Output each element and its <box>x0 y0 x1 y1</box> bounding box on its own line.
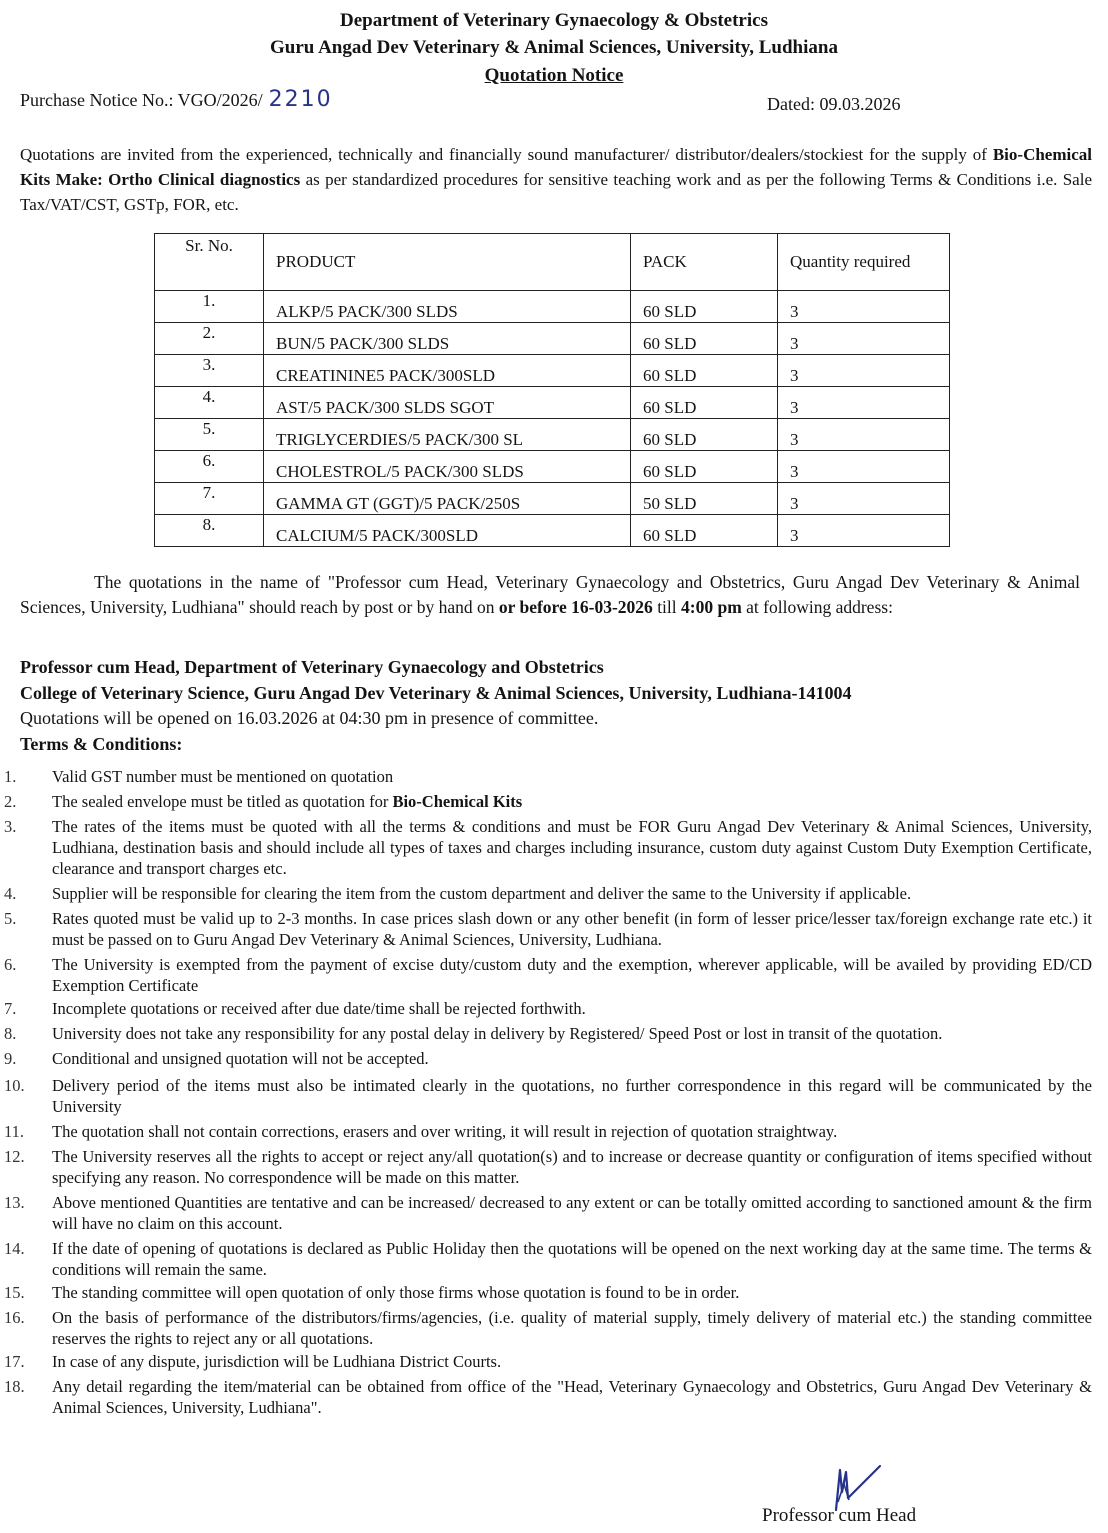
term-text <box>52 1023 1100 1044</box>
submission-text: The quotations in the name of "Professor cum Head, Veterinary Gynaecology and Obstetrics, Guru Angad Dev Veterinary & Animal Sciences, University, Ludhiana" should reach by post or by hand on <box>20 572 1080 617</box>
header-product: PRODUCT <box>264 234 631 291</box>
cell-quantity: 3 <box>778 483 950 515</box>
header-pack: PACK <box>631 234 778 291</box>
term-text-bold: Bio-Chemical Kits <box>392 792 523 811</box>
term-text-body: Any detail regarding the item/material can be obtained from office of the "Head, Veterinary Gynaecology and Obstetrics, Guru Angad Dev Veterinary & Animal Sciences, University, Ludhiana". <box>52 1377 1092 1417</box>
term-text-body: Supplier will be responsible for clearing the item from the custom department and deliver the same to the University if applicable. <box>52 884 912 903</box>
cell-product: AST/5 PACK/300 SLDS SGOT <box>264 387 631 419</box>
table-row <box>155 515 950 547</box>
submission-text-till: till <box>652 597 682 617</box>
term-text-body: The sealed envelope must be titled as quotation for <box>52 792 393 811</box>
term-text-body: In case of any dispute, jurisdiction will be Ludhiana District Courts. <box>52 1352 502 1371</box>
term-text-body: Valid GST number must be mentioned on quotation <box>52 767 394 786</box>
term-text <box>52 791 1100 812</box>
term-text <box>52 1282 1100 1303</box>
purchase-notice-label: Purchase Notice No.: VGO/2026/ <box>20 90 263 110</box>
notice-date: Dated: 09.03.2026 <box>767 94 901 114</box>
term-text-body: Incomplete quotations or received after due date/time shall be rejected forthwith. <box>52 999 586 1018</box>
term-item <box>0 998 1100 1019</box>
cell-sr-no: 7. <box>155 483 264 515</box>
term-text-body: The standing committee will open quotation of only those firms whose quotation is found to be in order. <box>52 1283 740 1302</box>
cell-quantity: 3 <box>778 419 950 451</box>
term-item <box>0 954 1100 996</box>
cell-quantity: 3 <box>778 451 950 483</box>
term-item <box>0 766 1100 787</box>
term-text-body: The rates of the items must be quoted with all the terms & conditions and must be FOR Guru Angad Dev Veterinary & Animal Sciences, University, Ludhiana, destination basis and should include all types of taxes and charges including insurance, custom duty against Custom Duty Exemption Certificate, clearance and transport charges etc. <box>52 817 1092 878</box>
term-number: 9. <box>4 1049 17 1068</box>
term-number: 4. <box>4 884 17 903</box>
purchase-notice-number <box>20 87 333 112</box>
term-text <box>52 816 1100 879</box>
term-item <box>0 1075 1100 1117</box>
cell-sr-no: 8. <box>155 515 264 547</box>
cell-pack: 60 SLD <box>631 515 778 547</box>
term-item <box>0 791 1100 812</box>
cell-pack: 60 SLD <box>631 419 778 451</box>
term-item <box>0 1023 1100 1044</box>
table-header-row <box>155 234 950 291</box>
term-text <box>52 1048 1100 1069</box>
term-number: 15. <box>4 1283 25 1302</box>
term-text-body: Delivery period of the items must also be intimated clearly in the quotations, no further correspondence in this regard will be communicated by the University <box>52 1076 1092 1116</box>
term-number: 13. <box>4 1193 25 1212</box>
intro-text: Quotations are invited from the experienced, technically and financially sound manufacturer/ distributor/dealers/stockiest for the supply of <box>20 145 993 164</box>
cell-pack: 60 SLD <box>631 451 778 483</box>
term-item <box>0 1146 1100 1188</box>
submission-paragraph <box>20 570 1080 620</box>
term-number: 10. <box>4 1076 25 1095</box>
term-number: 8. <box>4 1024 17 1043</box>
term-number: 11. <box>4 1122 25 1141</box>
cell-pack: 50 SLD <box>631 483 778 515</box>
address-line-2: College of Veterinary Science, Guru Angad Dev Veterinary & Animal Sciences, University, Ludhiana-141004 <box>20 683 852 703</box>
term-number: 18. <box>4 1377 25 1396</box>
term-text <box>52 1307 1100 1349</box>
term-text-body: The University reserves all the rights to accept or reject any/all quotation(s) and to increase or decrease quantity or configuration of items specified without specifying any reason. No correspondence will be made on this matter. <box>52 1147 1092 1187</box>
term-item <box>0 1238 1100 1280</box>
term-text <box>52 766 1100 787</box>
term-item <box>0 1376 1100 1418</box>
term-item <box>0 1048 1100 1069</box>
cell-sr-no: 4. <box>155 387 264 419</box>
items-table <box>154 233 950 547</box>
cell-product: BUN/5 PACK/300 SLDS <box>264 323 631 355</box>
term-item <box>0 1351 1100 1372</box>
cell-product: GAMMA GT (GGT)/5 PACK/250S <box>264 483 631 515</box>
term-item <box>0 1121 1100 1142</box>
term-text <box>52 1376 1100 1418</box>
submission-deadline-time: 4:00 pm <box>681 597 742 617</box>
cell-product: CALCIUM/5 PACK/300SLD <box>264 515 631 547</box>
terms-heading: Terms & Conditions: <box>20 734 183 754</box>
table-row <box>155 387 950 419</box>
intro-bold-product: Bio-Chemical Kits Make: Ortho Clinical diagnostics <box>20 145 1092 189</box>
cell-quantity: 3 <box>778 323 950 355</box>
cell-product: TRIGLYCERDIES/5 PACK/300 SL <box>264 419 631 451</box>
cell-product: CHOLESTROL/5 PACK/300 SLDS <box>264 451 631 483</box>
term-text <box>52 1121 1100 1142</box>
cell-quantity: 3 <box>778 387 950 419</box>
university-heading: Guru Angad Dev Veterinary & Animal Sciences, University, Ludhiana <box>270 37 838 58</box>
intro-paragraph <box>20 142 1092 217</box>
term-number: 2. <box>4 792 17 811</box>
cell-pack: 60 SLD <box>631 355 778 387</box>
term-text <box>52 1238 1100 1280</box>
page-title: Quotation Notice <box>484 65 624 86</box>
table-row <box>155 323 950 355</box>
term-text-body: If the date of opening of quotations is declared as Public Holiday then the quotations will be opened on the next working day at the same time. The terms & conditions will remain the same. <box>52 1239 1092 1279</box>
term-item <box>0 1192 1100 1234</box>
term-number: 6. <box>4 955 17 974</box>
term-text-body: Above mentioned Quantities are tentative and can be increased/ decreased to any extent or can be totally omitted according to sanctioned amount & the firm will have no claim on this account. <box>52 1193 1092 1233</box>
term-number: 7. <box>4 999 17 1018</box>
term-text-body: The quotation shall not contain corrections, erasers and over writing, it will result in rejection of quotation straightway. <box>52 1122 838 1141</box>
term-item <box>0 816 1100 879</box>
cell-sr-no: 1. <box>155 291 264 323</box>
term-text <box>52 1351 1100 1372</box>
term-text <box>52 908 1100 950</box>
term-number: 12. <box>4 1147 25 1166</box>
department-heading: Department of Veterinary Gynaecology & Obstetrics <box>340 10 768 31</box>
cell-pack: 60 SLD <box>631 323 778 355</box>
term-text-body: Rates quoted must be valid up to 2-3 months. In case prices slash down or any other benefit (in form of lesser price/lesser tax/foreign exchange rate etc.) it must be passed on to Guru Angad Dev Veterinary & Animal Sciences, University, Ludhiana. <box>52 909 1092 949</box>
cell-sr-no: 2. <box>155 323 264 355</box>
term-text <box>52 954 1100 996</box>
signatory-title: Professor cum Head <box>762 1505 917 1526</box>
term-text <box>52 883 1100 904</box>
table-row <box>155 419 950 451</box>
term-number: 16. <box>4 1308 25 1327</box>
term-text-body: On the basis of performance of the distributors/firms/agencies, (i.e. quality of material supply, timely delivery of material etc.) the standing committee reserves the rights to reject any or all quotations. <box>52 1308 1092 1348</box>
terms-list <box>0 762 1100 1418</box>
submission-text-end: at following address: <box>741 597 893 617</box>
term-item <box>0 1282 1100 1303</box>
term-item <box>0 1307 1100 1349</box>
term-number: 3. <box>4 817 17 836</box>
cell-sr-no: 3. <box>155 355 264 387</box>
cell-product: ALKP/5 PACK/300 SLDS <box>264 291 631 323</box>
header-sr-no: Sr. No. <box>155 234 264 291</box>
term-text <box>52 998 1100 1019</box>
header-quantity: Quantity required <box>778 234 950 291</box>
term-text <box>52 1075 1100 1117</box>
term-item <box>0 883 1100 904</box>
handwritten-notice-number: 2210 <box>268 87 333 112</box>
term-number: 1. <box>4 767 17 786</box>
term-text <box>52 1146 1100 1188</box>
table-row <box>155 291 950 323</box>
cell-quantity: 3 <box>778 291 950 323</box>
address-line-1: Professor cum Head, Department of Veterinary Gynaecology and Obstetrics <box>20 657 604 677</box>
table-row <box>155 483 950 515</box>
term-text-body: University does not take any responsibility for any postal delay in delivery by Registered/ Speed Post or lost in transit of the quotation. <box>52 1024 943 1043</box>
submission-deadline-date: or before 16-03-2026 <box>498 597 653 617</box>
table-row <box>155 355 950 387</box>
cell-product: CREATININE5 PACK/300SLD <box>264 355 631 387</box>
term-number: 5. <box>4 909 17 928</box>
term-text <box>52 1192 1100 1234</box>
intro-text-end: as per standardized procedures for sensitive teaching work and as per the following Terms & Conditions i.e. Sale Tax/VAT/CST, GSTp, FOR, etc. <box>20 170 1092 214</box>
term-number: 17. <box>4 1352 25 1371</box>
term-text-body: Conditional and unsigned quotation will not be accepted. <box>52 1049 429 1068</box>
term-item <box>0 908 1100 950</box>
cell-pack: 60 SLD <box>631 291 778 323</box>
cell-sr-no: 5. <box>155 419 264 451</box>
cell-quantity: 3 <box>778 515 950 547</box>
cell-sr-no: 6. <box>155 451 264 483</box>
cell-pack: 60 SLD <box>631 387 778 419</box>
table-row <box>155 451 950 483</box>
opening-info: Quotations will be opened on 16.03.2026 at 04:30 pm in presence of committee. <box>20 708 599 728</box>
cell-quantity: 3 <box>778 355 950 387</box>
term-number: 14. <box>4 1239 25 1258</box>
term-text-body: The University is exempted from the payment of excise duty/custom duty and the exemption, wherever applicable, will be availed by providing ED/CD Exemption Certificate <box>52 955 1092 995</box>
